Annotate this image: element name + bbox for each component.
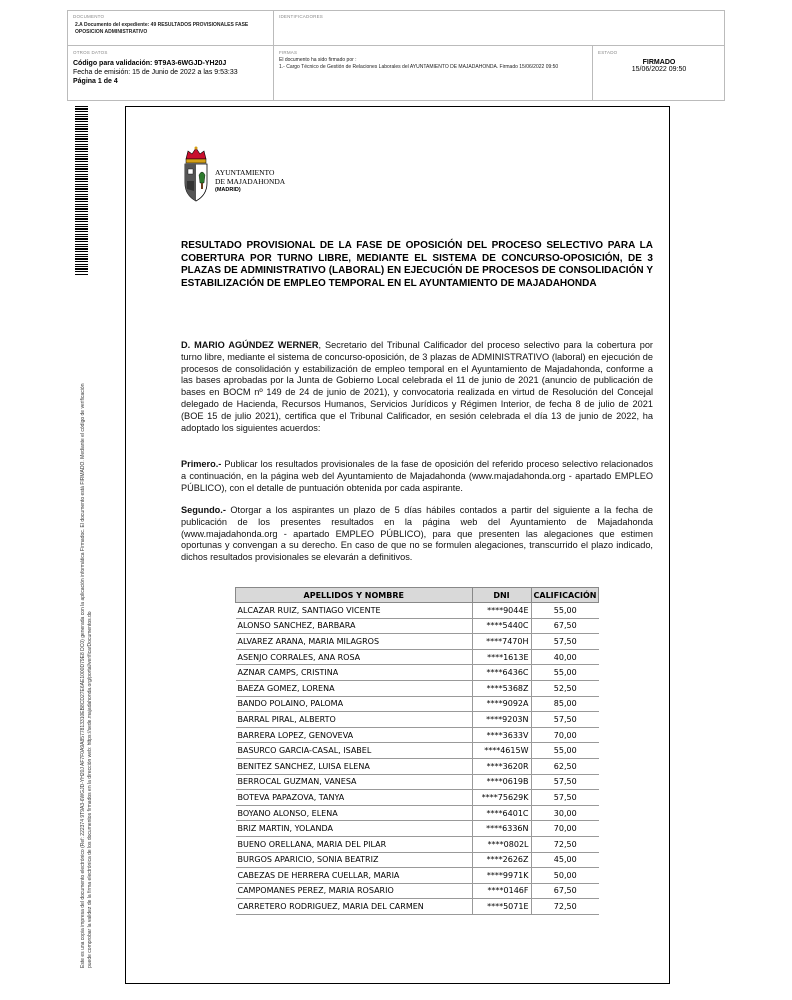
estado-value: FIRMADO	[642, 59, 676, 66]
dni-cell: ****9203N	[472, 712, 531, 728]
dni-cell: ****9971K	[472, 868, 531, 884]
signature-header	[67, 10, 725, 101]
dni-cell: ****6401C	[472, 805, 531, 821]
applicant-name-cell: BERROCAL GUZMAN, VANESA	[236, 774, 473, 790]
applicant-name-cell: BARRERA LOPEZ, GENOVEVA	[236, 727, 473, 743]
dni-cell: ****3633V	[472, 727, 531, 743]
table-row	[236, 696, 599, 712]
score-cell: 45,00	[531, 852, 599, 868]
secretary-name: D. MARIO AGÚNDEZ WERNER	[181, 340, 319, 350]
barcode	[75, 106, 88, 276]
score-cell: 85,00	[531, 696, 599, 712]
applicant-name-cell: BAEZA GOMEZ, LORENA	[236, 680, 473, 696]
table-row	[236, 712, 599, 728]
applicant-name-cell: BUENO ORELLANA, MARIA DEL PILAR	[236, 836, 473, 852]
results-table	[235, 587, 599, 915]
applicant-name-cell: BRIZ MARTIN, YOLANDA	[236, 821, 473, 837]
applicant-name-cell: BASURCO GARCIA-CASAL, ISABEL	[236, 743, 473, 759]
table-row	[236, 790, 599, 806]
dni-cell: ****5440C	[472, 618, 531, 634]
dni-cell: ****75629K	[472, 790, 531, 806]
ayuntamiento-logo-text	[215, 168, 285, 195]
dni-cell: ****1613E	[472, 649, 531, 665]
table-row	[236, 868, 599, 884]
score-cell: 55,00	[531, 665, 599, 681]
score-cell: 70,00	[531, 727, 599, 743]
table-row	[236, 665, 599, 681]
dni-cell: ****0802L	[472, 836, 531, 852]
coat-of-arms-icon	[182, 145, 210, 205]
applicant-name-cell: BOTEVA PAPAZOVA, TANYA	[236, 790, 473, 806]
documento-text: 2.A Documento del expediente: 49 RESULTADOS PROVISIONALES FASE OPOSICION ADMINISTRATIVO	[75, 22, 249, 35]
primero-text: Publicar los resultados provisionales de la fase de oposición del referido proceso selectivo relacionados a continuación, en la página web del Ayuntamiento de Majadahonda (www.majadahonda.org - apartado EMPLEO PÚBLICO), con el detalle de puntuación obtenida por cada aspirante.	[181, 459, 653, 493]
score-cell: 70,00	[531, 821, 599, 837]
dni-cell: ****6336N	[472, 821, 531, 837]
table-row	[236, 883, 599, 899]
score-cell: 67,50	[531, 618, 599, 634]
intro-paragraph	[181, 340, 653, 434]
segundo-label: Segundo.-	[181, 505, 226, 515]
side-text-line-1: Este es una copia impresa del documento electrónico (Ref: 222374 9T9A3-6WGJD-YH20J AF7F0A9A8577813310EB8CD27E6AE1000D79E8 DC0) generada con la aplicación informática Firmadoc. El documento está FIRMADO. Mediante el código de verificación	[80, 383, 86, 968]
score-cell: 52,50	[531, 680, 599, 696]
score-cell: 30,00	[531, 805, 599, 821]
document-title: RESULTADO PROVISIONAL DE LA FASE DE OPOSICIÓN DEL PROCESO SELECTIVO PARA LA COBERTURA POR TURNO LIBRE, MEDIANTE EL SISTEMA DE CONCURSO-OPOSICIÓN, DE 3 PLAZAS DE ADMINISTRATIVO (LABORAL) EN EJECUCIÓN DE PROCESOS DE CONSOLIDACIÓN Y ESTABILIZACIÓN DE EMPLEO TEMPORAL EN EL AYUNTAMIENTO DE MAJADAHONDA	[181, 240, 653, 289]
table-row	[236, 774, 599, 790]
score-cell: 72,50	[531, 899, 599, 915]
dni-cell: ****9092A	[472, 696, 531, 712]
segundo-paragraph	[181, 505, 653, 564]
table-row	[236, 634, 599, 650]
score-cell: 57,50	[531, 712, 599, 728]
identificadores-label: IDENTIFICADORES	[279, 14, 324, 19]
table-row	[236, 758, 599, 774]
header-name: APELLIDOS Y NOMBRE	[236, 588, 473, 603]
firmas-text: 1.- Cargo Técnico de Gestión de Relaciones Laborales del AYUNTAMIENTO DE MAJADAHONDA. Firmado 15/06/2022 09:50	[279, 63, 559, 70]
dni-cell: ****5071E	[472, 899, 531, 915]
table-row	[236, 805, 599, 821]
header-calificacion: CALIFICACIÓN	[531, 588, 599, 603]
table-row	[236, 821, 599, 837]
table-row	[236, 649, 599, 665]
dni-cell: ****2626Z	[472, 852, 531, 868]
table-row	[236, 680, 599, 696]
applicant-name-cell: BOYANO ALONSO, ELENA	[236, 805, 473, 821]
primero-paragraph	[181, 459, 653, 494]
applicant-name-cell: BURGOS APARICIO, SONIA BEATRIZ	[236, 852, 473, 868]
score-cell: 55,00	[531, 603, 599, 619]
table-row	[236, 852, 599, 868]
dni-cell: ****9044E	[472, 603, 531, 619]
applicant-name-cell: BENITEZ SANCHEZ, LUISA ELENA	[236, 758, 473, 774]
primero-label: Primero.-	[181, 459, 222, 469]
table-row	[236, 603, 599, 619]
dni-cell: ****7470H	[472, 634, 531, 650]
emission-date: Fecha de emisión: 15 de Junio de 2022 a las 9:53:33	[73, 69, 238, 76]
firmas-label: FIRMAS	[279, 50, 298, 55]
dni-cell: ****3620R	[472, 758, 531, 774]
applicant-name-cell: ALONSO SANCHEZ, BARBARA	[236, 618, 473, 634]
validation-code: Código para validación: 9T9A3-6WGJD-YH20J	[73, 60, 227, 67]
table-row	[236, 836, 599, 852]
dni-cell: ****6436C	[472, 665, 531, 681]
applicant-name-cell: BARRAL PIRAL, ALBERTO	[236, 712, 473, 728]
dni-cell: ****0146F	[472, 883, 531, 899]
score-cell: 57,50	[531, 634, 599, 650]
table-header-row	[236, 588, 599, 603]
firmas-intro: El documento ha sido firmado por :	[279, 57, 357, 63]
table-row	[236, 743, 599, 759]
dni-cell: ****5368Z	[472, 680, 531, 696]
score-cell: 57,50	[531, 774, 599, 790]
side-text-line-2: puede comprobar la validez de la firma electrónica de los documentos firmados en la dirección web: https://sede.majadahonda.org/portal/verificarDocumentos.do	[86, 611, 93, 968]
segundo-text: Otorgar a los aspirantes un plazo de 5 días hábiles contados a partir del siguiente a la fecha de publicación de los presentes resultados en la página web del Ayuntamiento de Majadahonda (www.majadahonda.org - apartado EMPLEO PÚBLICO), para que presenten las alegaciones que estimen oportunas y convengan a su derecho. En caso de que no se formulen alegaciones, transcurrido el plazo indicado, dichos resultados provisionales se elevarán a definitivos.	[181, 505, 653, 563]
score-cell: 72,50	[531, 836, 599, 852]
logo-line-3: (MADRID)	[215, 187, 241, 193]
page-number: Página 1 de 4	[73, 78, 118, 85]
table-row	[236, 899, 599, 915]
applicant-name-cell: CABEZAS DE HERRERA CUELLAR, MARIA	[236, 868, 473, 884]
header-dni: DNI	[472, 588, 531, 603]
verification-side-text	[80, 278, 93, 968]
applicant-name-cell: ALVAREZ ARANA, MARIA MILAGROS	[236, 634, 473, 650]
score-cell: 57,50	[531, 790, 599, 806]
table-row	[236, 727, 599, 743]
estado-label: ESTADO	[598, 50, 618, 55]
score-cell: 40,00	[531, 649, 599, 665]
score-cell: 67,50	[531, 883, 599, 899]
dni-cell: ****0619B	[472, 774, 531, 790]
applicant-name-cell: ALCAZAR RUIZ, SANTIAGO VICENTE	[236, 603, 473, 619]
applicant-name-cell: CAMPOMANES PEREZ, MARIA ROSARIO	[236, 883, 473, 899]
table-row	[236, 618, 599, 634]
intro-text: , Secretario del Tribunal Calificador del proceso selectivo para la cobertura por turno libre, mediante el sistema de concurso-oposición, de 3 plazas de ADMINISTRATIVO (laboral) en ejecución de procesos de consolidación y estabilización de empleo temporal en el Ayuntamiento de Majadahonda, conforme a las bases aprobadas por la Junta de Gobierno Local celebrada el 11 de junio de 2021 (anuncio de publicación de bases en BOCM nº 149 de 24 de junio de 2021), y convocatoria realizada en virtud de Resolución del Concejal delegado de Hacienda, Recursos Humanos, Servicios Jurídicos y Régimen Interior, de fecha 8 de julio de 2021 (BOE 15 de julio 2021), certifica que el Tribunal Calificador, en sesión celebrada el día 13 de junio de 2022, ha adoptado los siguientes acuerdos:	[181, 340, 653, 433]
documento-label: DOCUMENTO	[73, 14, 105, 19]
logo-line-2: DE MAJADAHONDA	[215, 177, 286, 186]
score-cell: 50,00	[531, 868, 599, 884]
applicant-name-cell: BANDO POLAINO, PALOMA	[236, 696, 473, 712]
dni-cell: ****4615W	[472, 743, 531, 759]
applicant-name-cell: ASENJO CORRALES, ANA ROSA	[236, 649, 473, 665]
score-cell: 62,50	[531, 758, 599, 774]
otros-datos-label: OTROS DATOS	[73, 50, 108, 55]
applicant-name-cell: AZNAR CAMPS, CRISTINA	[236, 665, 473, 681]
applicant-name-cell: CARRETERO RODRIGUEZ, MARIA DEL CARMEN	[236, 899, 473, 915]
score-cell: 55,00	[531, 743, 599, 759]
estado-date: 15/06/2022 09:50	[631, 66, 687, 73]
logo-line-1: AYUNTAMIENTO	[215, 168, 275, 177]
